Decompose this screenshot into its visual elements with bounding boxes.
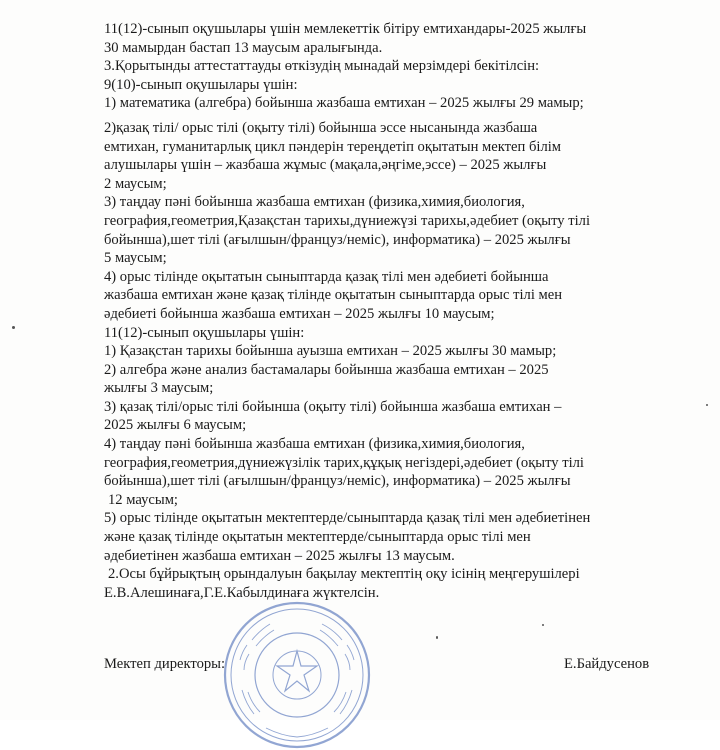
text-line: Е.В.Алешинаға,Г.Е.Кабылдинаға жүктелсін.	[104, 584, 380, 601]
text-line: 3.Қорытынды аттестаттауды өткізудің мынадай мерзімдері бекітілсін:	[104, 58, 540, 75]
text-line: 2 маусым;	[104, 175, 167, 192]
text-line: 4) орыс тілінде оқытатын сыныптарда қазақ тілі мен әдебиеті бойынша	[104, 268, 549, 285]
text-line: бойынша),шет тілі (ағылшын/француз/неміс), информатика) – 2025 жылғы	[104, 473, 571, 490]
text-line: 9(10)-сынып оқушылары үшін:	[104, 76, 298, 93]
text-line: 5 маусым;	[104, 250, 167, 267]
text-line: 2)қазақ тілі/ орыс тілі (оқыту тілі) бойынша эссе нысанында жазбаша	[104, 119, 538, 136]
text-line: жазбаша емтихан және қазақ тілінде оқытатын сыныптарда орыс тілі мен	[104, 287, 563, 304]
text-line: емтихан, гуманитарлық цикл пәндерін тереңдетіп оқытатын мектеп білім	[104, 138, 562, 155]
text-line: 5) орыс тілінде оқытатын мектептерде/сыныптарда қазақ тілі мен әдебиетінен	[104, 510, 591, 527]
text-line: 3) таңдау пәні бойынша жазбаша емтихан (физика,химия,биология,	[104, 194, 525, 211]
signature-title: Мектеп директоры:	[104, 656, 226, 672]
text-line: әдебиеті бойынша жазбаша емтихан – 2025 жылғы 10 маусым;	[104, 305, 495, 322]
official-seal-icon	[222, 600, 372, 750]
text-line: 11(12)-сынып оқушылары үшін мемлекеттік бітіру емтихандары-2025 жылғы	[104, 21, 587, 37]
document-body	[104, 20, 684, 602]
text-line: география,геометрия,Қазақстан тарихы,дүниежүзі тарихы,әдебиет (оқыту тілі	[104, 212, 591, 229]
text-line: 2025 жылғы 6 маусым;	[104, 417, 247, 434]
text-line: 11(12)-сынып оқушылары үшін:	[104, 324, 305, 341]
text-line: 12 маусым;	[108, 491, 178, 508]
text-line: 1) Қазақстан тарихы бойынша ауызша емтихан – 2025 жылғы 30 мамыр;	[104, 343, 557, 360]
text-line: 3) қазақ тілі/орыс тілі бойынша (оқыту тілі) бойынша жазбаша емтихан –	[104, 398, 562, 415]
text-line: бойынша),шет тілі (ағылшын/француз/неміс), информатика) – 2025 жылғы	[104, 231, 571, 248]
text-line: 4) таңдау пәні бойынша жазбаша емтихан (физика,химия,биология,	[104, 436, 525, 453]
scan-speck	[12, 326, 15, 329]
text-line: география,геометрия,дүниежүзілік тарих,құқық негіздері,әдебиет (оқыту тілі	[104, 454, 584, 471]
text-line: 2) алгебра және анализ бастамалары бойынша жазбаша емтихан – 2025	[104, 361, 549, 378]
scan-speck	[706, 404, 708, 406]
text-line: және қазақ тілінде оқытатын мектептерде/сыныптарда орыс тілі мен	[104, 529, 531, 546]
text-line: әдебиетінен жазбаша емтихан – 2025 жылғы 13 маусым.	[104, 547, 455, 564]
scan-speck	[542, 624, 544, 626]
text-line: 30 мамырдан бастап 13 маусым аралығында.	[104, 39, 383, 56]
scan-speck	[436, 636, 438, 639]
text-line: жылғы 3 маусым;	[104, 380, 214, 397]
text-line: 2.Осы бұйрықтың орындалуын бақылау мектептің оқу ісінің меңгерушілері	[108, 566, 580, 583]
text-line: алушылары үшін – жазбаша жұмыс (мақала,әңгіме,эссе) – 2025 жылғы	[104, 157, 547, 174]
text-line: 1) математика (алгебра) бойынша жазбаша емтихан – 2025 жылғы 29 мамыр;	[104, 95, 584, 112]
signature-name: Е.Байдусенов	[564, 656, 650, 672]
